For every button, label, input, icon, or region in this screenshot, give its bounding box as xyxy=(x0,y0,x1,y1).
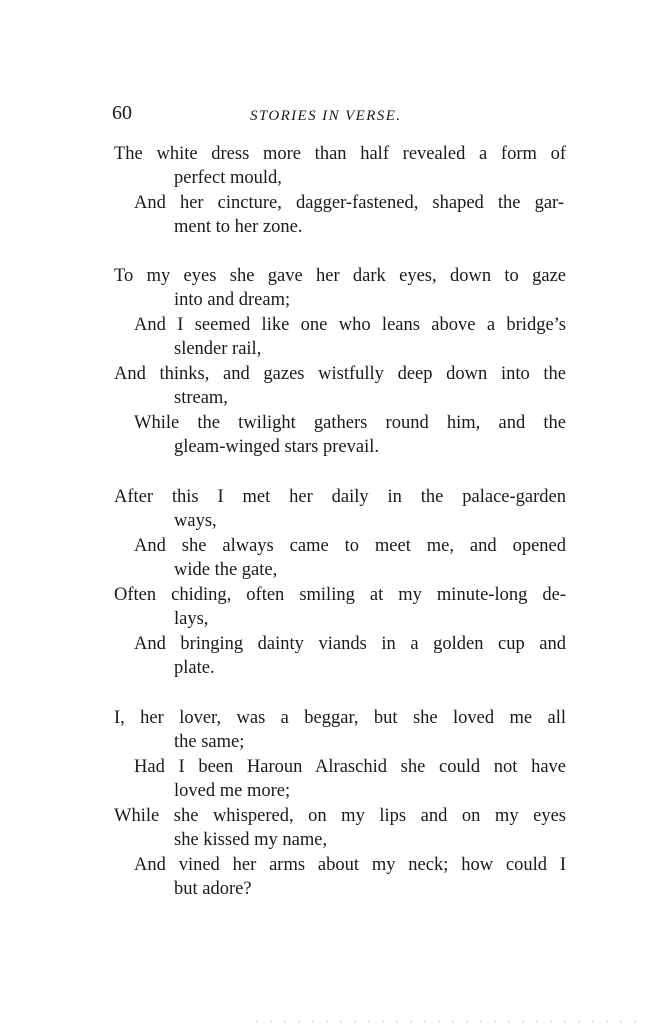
scan-artifact-dots xyxy=(250,1020,640,1023)
verse-line: And she always came to meet me, and opened xyxy=(134,536,566,556)
verse-line: but adore? xyxy=(174,879,252,899)
verse-line: And thinks, and gazes wistfully deep down into the xyxy=(114,364,566,384)
verse-line: And bringing dainty viands in a golden cup and xyxy=(134,634,566,654)
verse-line: slender rail, xyxy=(174,339,262,359)
verse-line: And I seemed like one who leans above a bridge’s xyxy=(134,315,566,335)
verse-line: stream, xyxy=(174,388,228,408)
verse-line: into and dream; xyxy=(174,290,291,310)
verse-line: While she whispered, on my lips and on my eyes xyxy=(114,806,566,826)
verse-line: Had I been Haroun Alraschid she could not have xyxy=(134,757,566,777)
verse-line: Often chiding, often smiling at my minute-long de- xyxy=(114,585,566,605)
verse-line: she kissed my name, xyxy=(174,830,328,850)
verse-line: wide the gate, xyxy=(174,560,278,580)
running-head: STORIES IN VERSE. xyxy=(250,108,402,124)
verse-line: And vined her arms about my neck; how could I xyxy=(134,855,566,875)
verse-line: And her cincture, dagger-fastened, shaped the gar- xyxy=(134,193,564,213)
verse-line: ment to her zone. xyxy=(174,217,303,237)
verse-line: loved me more; xyxy=(174,781,291,801)
verse-line: the same; xyxy=(174,732,245,752)
verse-line: ways, xyxy=(174,511,217,531)
verse-line: I, her lover, was a beggar, but she loved me all xyxy=(114,708,566,728)
verse-line: lays, xyxy=(174,609,209,629)
verse-line: gleam-winged stars prevail. xyxy=(174,437,379,457)
verse-line: The white dress more than half revealed a form of xyxy=(114,144,566,164)
verse-line: perfect mould, xyxy=(174,168,282,188)
verse-line: plate. xyxy=(174,658,215,678)
verse-line: After this I met her daily in the palace-garden xyxy=(114,487,566,507)
verse-line: To my eyes she gave her dark eyes, down to gaze xyxy=(114,266,566,286)
page-number: 60 xyxy=(112,102,132,124)
verse-line: While the twilight gathers round him, and the xyxy=(134,413,566,433)
